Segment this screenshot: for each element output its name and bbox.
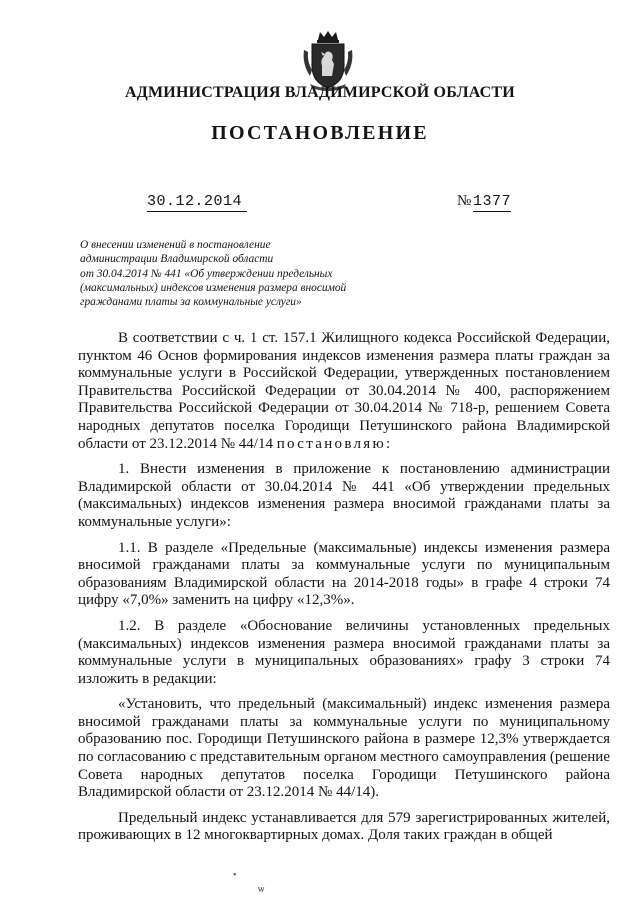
clause-1-2-paragraph: 1.2. В разделе «Обоснование величины установленных предельных (максимальных) индексов изменения размера вносимой гражданами платы за коммунальные услуги в муниципальных образованиях» графу 3 строки 74 изложить в редакции: (78, 617, 610, 687)
number-sign: № (457, 193, 472, 209)
subject-line: О внесении изменений в постановление (80, 239, 271, 251)
index-paragraph: Предельный индекс устанавливается для 579 зарегистрированных жителей, проживающих в 12 многоквартирных домах. Доля таких граждан в общей (78, 809, 610, 844)
clause-1-1-paragraph: 1.1. В разделе «Предельные (максимальные) индексы изменения размера вносимой гражданами платы за коммунальные услуги по муниципальным образованиям Владимирской области на 2014-2018 годы» в графе 4 строки 74 цифру «7,0%» заменить на цифру «12,3%». (78, 539, 610, 609)
preamble-text: В соответствии с ч. 1 ст. 157.1 Жилищного кодекса Российской Федерации, пунктом 46 Основ формирования индексов изменения размера платы граждан за коммунальные услуги в Российской Федерации, утвержденных постановлением Правительства Российской Федерации от 30.04.2014 № 400, распоряжением Правительства Российской Федерации от 30.04.2014 № 718-р, решением Совета народных депутатов поселка Городищи Петушинского района Владимирской области от 23.12.2014 № 44/14 (78, 330, 610, 452)
subject-line: администрации Владимирской области (80, 253, 274, 266)
subject-line: (максимальных) индексов изменения размера вносимой (80, 281, 347, 294)
document-type: ПОСТАНОВЛЕНИЕ (211, 122, 429, 144)
clause-1-paragraph: 1. Внести изменения в приложение к постановлению администрации Владимирской области от 30.04.2014 № 441 «Об утверждении предельных (максимальных) индексов изменения размера вносимой гражданами платы за коммунальные услуги»: (78, 461, 610, 530)
scan-mark: • (233, 870, 237, 881)
document-body (78, 330, 610, 853)
document-number: 1377 (473, 193, 512, 210)
subject-line: от 30.04.2014 № 441 «Об утверждении предельных (80, 267, 333, 280)
preamble-paragraph (78, 330, 610, 453)
subject-block (80, 238, 410, 309)
subject-line: гражданами платы за коммунальные услуги» (80, 296, 302, 309)
scan-mark: ѡ (258, 884, 265, 895)
organization-title: АДМИНИСТРАЦИЯ ВЛАДИМИРСКОЙ ОБЛАСТИ (125, 84, 515, 101)
document-date: 30.12.2014 (147, 193, 247, 212)
resolution-word: постановляю: (276, 435, 393, 452)
quoted-amendment-paragraph: «Установить, что предельный (максимальный) индекс изменения размера вносимой гражданами платы за коммунальные услуги по муниципальному образованию пос. Городищи Петушинского района в размере 12,3% утверждается по согласованию с представительным органом местного самоуправления (решение Совета народных депутатов поселка Городищи Петушинского района Владимирской области от 23.12.2014 № 44/14). (78, 696, 610, 801)
coat-of-arms-emblem (300, 30, 356, 92)
